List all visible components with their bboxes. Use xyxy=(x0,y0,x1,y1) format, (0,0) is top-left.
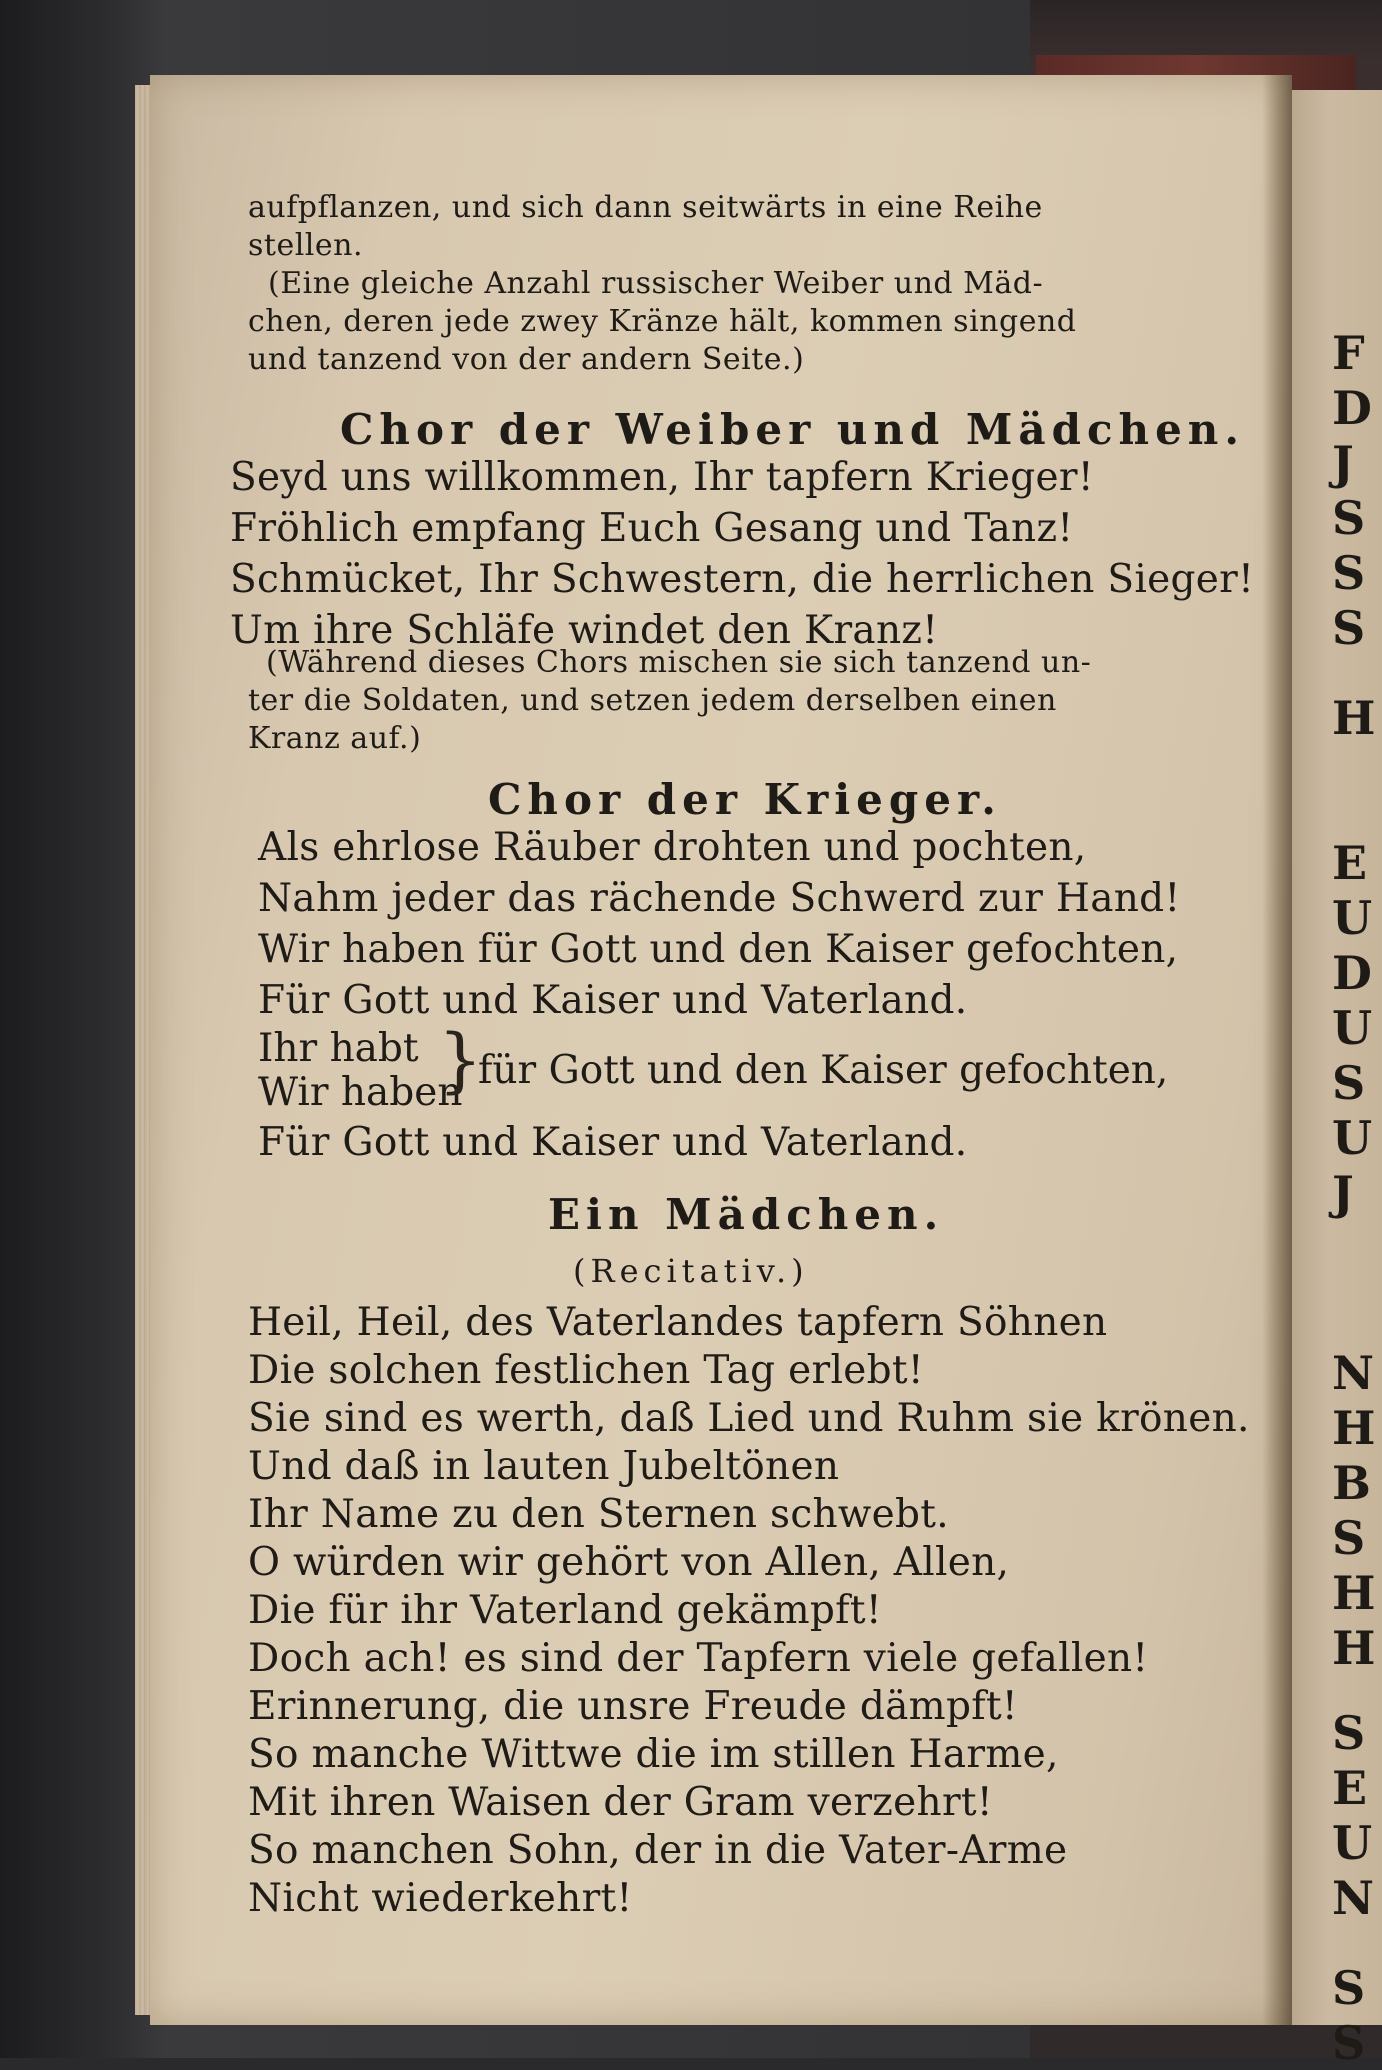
stage-direction-line: ter die Soldaten, und setzen jedem derselben einen xyxy=(248,683,1057,718)
stage-direction-line: stellen. xyxy=(248,228,364,263)
facing-glyph: H xyxy=(1332,691,1376,745)
verse-line: Sie sind es werth, daß Lied und Ruhm sie krönen. xyxy=(248,1396,1250,1441)
facing-glyph: S xyxy=(1332,1511,1366,1565)
brace-shared-line: für Gott und den Kaiser gefochten, xyxy=(478,1048,1169,1093)
verse-line: Die solchen festlichen Tag erlebt! xyxy=(248,1348,924,1393)
facing-glyph: S xyxy=(1332,601,1366,655)
facing-glyph: D xyxy=(1332,946,1372,1000)
verse-line: Als ehrlose Räuber drohten und pochten, xyxy=(258,825,1087,870)
facing-glyph: U xyxy=(1332,891,1373,945)
facing-glyph: B xyxy=(1332,1456,1371,1510)
facing-glyph: S xyxy=(1332,546,1366,600)
verse-line: Und daß in lauten Jubeltönen xyxy=(248,1444,840,1489)
recitativ-label: (Recitativ.) xyxy=(573,1252,809,1290)
verse-line: Erinnerung, die unsre Freude dämpft! xyxy=(248,1684,1018,1729)
stage-direction-line: Kranz auf.) xyxy=(248,721,422,756)
facing-page-fragment xyxy=(1292,90,1382,2070)
facing-glyph: N xyxy=(1332,1871,1375,1925)
facing-glyph: E xyxy=(1332,1761,1368,1815)
facing-glyph: J xyxy=(1332,436,1354,490)
brace-line-b: Wir haben xyxy=(258,1070,463,1115)
verse-line: Für Gott und Kaiser und Vaterland. xyxy=(258,978,968,1023)
section-heading: Chor der Krieger. xyxy=(488,775,1002,824)
verse-line: Mit ihren Waisen der Gram verzehrt! xyxy=(248,1780,993,1825)
facing-glyph: F xyxy=(1332,326,1365,380)
verse-line: Doch ach! es sind der Tapfern viele gefallen! xyxy=(248,1636,1149,1681)
verse-line: Ihr Name zu den Sternen schwebt. xyxy=(248,1492,949,1537)
facing-glyph: S xyxy=(1332,491,1366,545)
verse-line: Für Gott und Kaiser und Vaterland. xyxy=(258,1120,968,1165)
section-heading: Chor der Weiber und Mädchen. xyxy=(340,405,1245,454)
facing-glyph: H xyxy=(1332,1621,1376,1675)
facing-glyph: J xyxy=(1332,1166,1354,1220)
verse-line: So manchen Sohn, der in die Vater-Arme xyxy=(248,1828,1068,1873)
verse-line: Nahm jeder das rächende Schwerd zur Hand! xyxy=(258,876,1181,921)
facing-glyph: D xyxy=(1332,381,1372,435)
page-gutter-shadow xyxy=(1262,75,1292,2025)
facing-glyph: N xyxy=(1332,1346,1375,1400)
verse-line: Die für ihr Vaterland gekämpft! xyxy=(248,1588,882,1633)
brace-line-a: Ihr habt xyxy=(258,1026,419,1071)
stage-direction-line: und tanzend von der andern Seite.) xyxy=(248,342,805,377)
section-heading: Ein Mädchen. xyxy=(548,1190,945,1239)
stage-direction-line: chen, deren jede zwey Kränze hält, kommen singend xyxy=(248,304,1077,339)
facing-glyph: S xyxy=(1332,1056,1366,1110)
facing-glyph: E xyxy=(1332,836,1368,890)
verse-line: Um ihre Schläfe windet den Kranz! xyxy=(230,608,939,653)
curly-brace: } xyxy=(438,1019,483,1101)
facing-glyph: H xyxy=(1332,1566,1376,1620)
facing-glyph: S xyxy=(1332,1706,1366,1760)
stage-direction-line: aufpflanzen, und sich dann seitwärts in eine Reihe xyxy=(248,190,1043,225)
verse-line: Seyd uns willkommen, Ihr tapfern Krieger! xyxy=(230,455,1094,500)
verse-line: So manche Wittwe die im stillen Harme, xyxy=(248,1732,1059,1777)
verse-line: O würden wir gehört von Allen, Allen, xyxy=(248,1540,1010,1585)
verse-line: Wir haben für Gott und den Kaiser gefochten, xyxy=(258,927,1179,972)
facing-glyph: U xyxy=(1332,1001,1373,1055)
facing-glyph: U xyxy=(1332,1816,1373,1870)
facing-glyph: H xyxy=(1332,1401,1376,1455)
verse-line: Schmücket, Ihr Schwestern, die herrlichen Sieger! xyxy=(230,557,1255,602)
verse-line: Heil, Heil, des Vaterlandes tapfern Söhnen xyxy=(248,1300,1108,1345)
stage-direction-line: (Während dieses Chors mischen sie sich tanzend un- xyxy=(266,645,1092,680)
verse-line: Nicht wiederkehrt! xyxy=(248,1876,633,1921)
facing-glyph: S xyxy=(1332,1961,1366,2015)
facing-glyph: U xyxy=(1332,1111,1373,1165)
facing-glyph: S xyxy=(1332,2016,1366,2070)
stage-direction-line: (Eine gleiche Anzahl russischer Weiber und Mäd- xyxy=(268,266,1044,301)
verse-line: Fröhlich empfang Euch Gesang und Tanz! xyxy=(230,506,1074,551)
